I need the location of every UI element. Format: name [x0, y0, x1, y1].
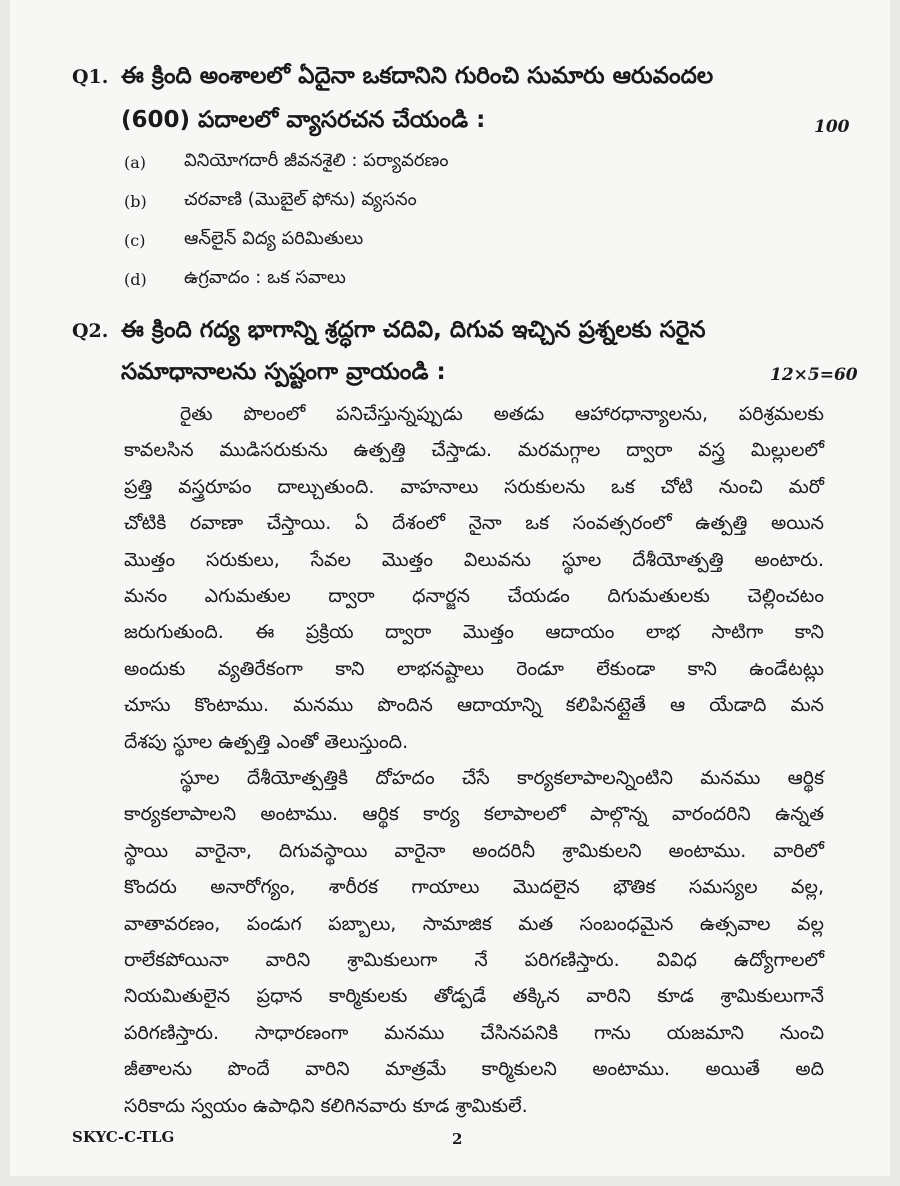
passage-line: జీతాలను పొందే వారిని మాత్రమే కార్మికులని అంటాము. అయితే అది — [124, 1058, 824, 1081]
passage-line: దేశపు స్థూల ఉత్పత్తి ఎంతో తెలుస్తుంది. — [124, 730, 409, 753]
option-letter: (c) — [124, 231, 146, 250]
option-text: చరవాణి (మొబైల్ ఫోను) వ్యసనం — [184, 189, 417, 210]
passage-paragraph-1 — [124, 396, 824, 760]
passage-line: స్థూల దేశీయోత్పత్తికి దోహదం చేసే కార్యకలాపాలన్నింటిని మనము ఆర్థిక — [180, 767, 824, 789]
q1-marks: 100 — [814, 117, 850, 137]
passage-line: సరికాదు స్వయం ఉపాధిని కలిగినవారు కూడ శ్రామికులే. — [124, 1094, 528, 1117]
passage-line: చూసు కొంటాము. మనము పొందిన ఆదాయాన్ని కలిపినట్లైతే ఆ యేడాది మన — [124, 694, 824, 717]
passage-line: మనం ఎగుమతుల ద్వారా ధనార్జన చేయడం దిగుమతులకు చెల్లించటం — [124, 585, 824, 608]
passage-line: కొందరు అనారోగ్యం, శారీరక గాయాలు మొదలైన భౌతిక సమస్యల వల్ల, — [124, 876, 824, 899]
footer-code: SKYC-C-TLG — [72, 1128, 175, 1146]
passage-line: రాలేకపోయినా వారిని శ్రామికులుగా నే పరిగణిస్తారు. వివిధ ఉద్యోగాలలో — [124, 949, 824, 972]
passage-line: రైతు పొలంలో పనిచేస్తున్నప్పుడు అతడు ఆహారధాన్యాలను, పరిశ్రమలకు — [180, 403, 824, 425]
q1-number: Q1. — [72, 66, 109, 88]
page-number: 2 — [452, 1130, 463, 1148]
passage-line: నియమితులైన ప్రధాన కార్మికులకు తోడ్పడే తక్కిన వారిని కూడ శ్రామికులుగానే — [124, 985, 824, 1008]
passage-line: ప్రత్తి వస్త్రరూపం దాల్చుతుంది. వాహనాలు సరుకులను ఒక చోటి నుంచి మరో — [124, 475, 824, 498]
q2-marks: 12×5=60 — [770, 365, 858, 385]
option-text: ఆన్‌లైన్ విద్య పరిమితులు — [184, 228, 364, 249]
exam-page — [10, 0, 890, 1176]
passage-line: జరుగుతుంది. ఈ ప్రక్రియ ద్వారా మొత్తం ఆదాయం లాభ సాటిగా కాని — [124, 621, 824, 644]
option-letter: (d) — [124, 270, 147, 289]
passage-line: చోటికి రవాణా చేస్తాయి. ఏ దేశంలో నైనా ఒక సంవత్సరంలో ఉత్పత్తి అయిన — [124, 512, 824, 535]
option-letter: (a) — [124, 153, 147, 172]
passage-line: వాతావరణం, పండుగ పబ్బాలు, సామాజిక మత సంబంధమైన ఉత్సవాల వల్ల — [124, 912, 824, 935]
passage-line: స్థాయి వారైనా, దిగువస్థాయి వారైనా అందరినీ శ్రామికులని అంటాము. వారిలో — [124, 839, 824, 862]
passage-line: కార్యకలాపాలని అంటాము. ఆర్థిక కార్య కలాపాలలో పాల్గొన్న వారందరిని ఉన్నత — [124, 803, 824, 826]
passage-line: పరిగణిస్తారు. సాధారణంగా మనము చేసినపనికి గాను యజమాని నుంచి — [124, 1021, 824, 1044]
option-letter: (b) — [124, 192, 147, 211]
option-text: వినియోగదారీ జీవనశైలి : పర్యావరణం — [184, 150, 449, 171]
option-text: ఉగ్రవాదం : ఒక సవాలు — [184, 267, 346, 288]
q1-prompt-line2: (600) పదాలలో వ్యాసరచన చేయండి : — [121, 107, 486, 133]
q2-prompt-line2: సమాధానాలను స్పష్టంగా వ్రాయండి : — [121, 359, 446, 385]
passage-line: మొత్తం సరుకులు, సేవల మొత్తం విలువను స్థూల దేశీయోత్పత్తి అంటారు. — [124, 548, 824, 571]
q2-number: Q2. — [72, 320, 109, 342]
passage-paragraph-2 — [124, 760, 824, 1124]
q2-prompt-line1: ఈ క్రింది గద్య భాగాన్ని శ్రద్ధగా చదివి, దిగువ ఇచ్చిన ప్రశ్నలకు సరైన — [121, 317, 706, 343]
passage-line: కావలసిన ముడిసరుకును ఉత్పత్తి చేస్తాడు. మరమగ్గాల ద్వారా వస్త్ర మిల్లులలో — [124, 439, 824, 462]
passage-line: అందుకు వ్యతిరేకంగా కాని లాభనష్టాలు రెండూ లేకుండా కాని ఉండేటట్లు — [124, 657, 824, 680]
q1-prompt-line1: ఈ క్రింది అంశాలలో ఏదైనా ఒకదానిని గురించి సుమారు ఆరువందల — [121, 63, 714, 89]
